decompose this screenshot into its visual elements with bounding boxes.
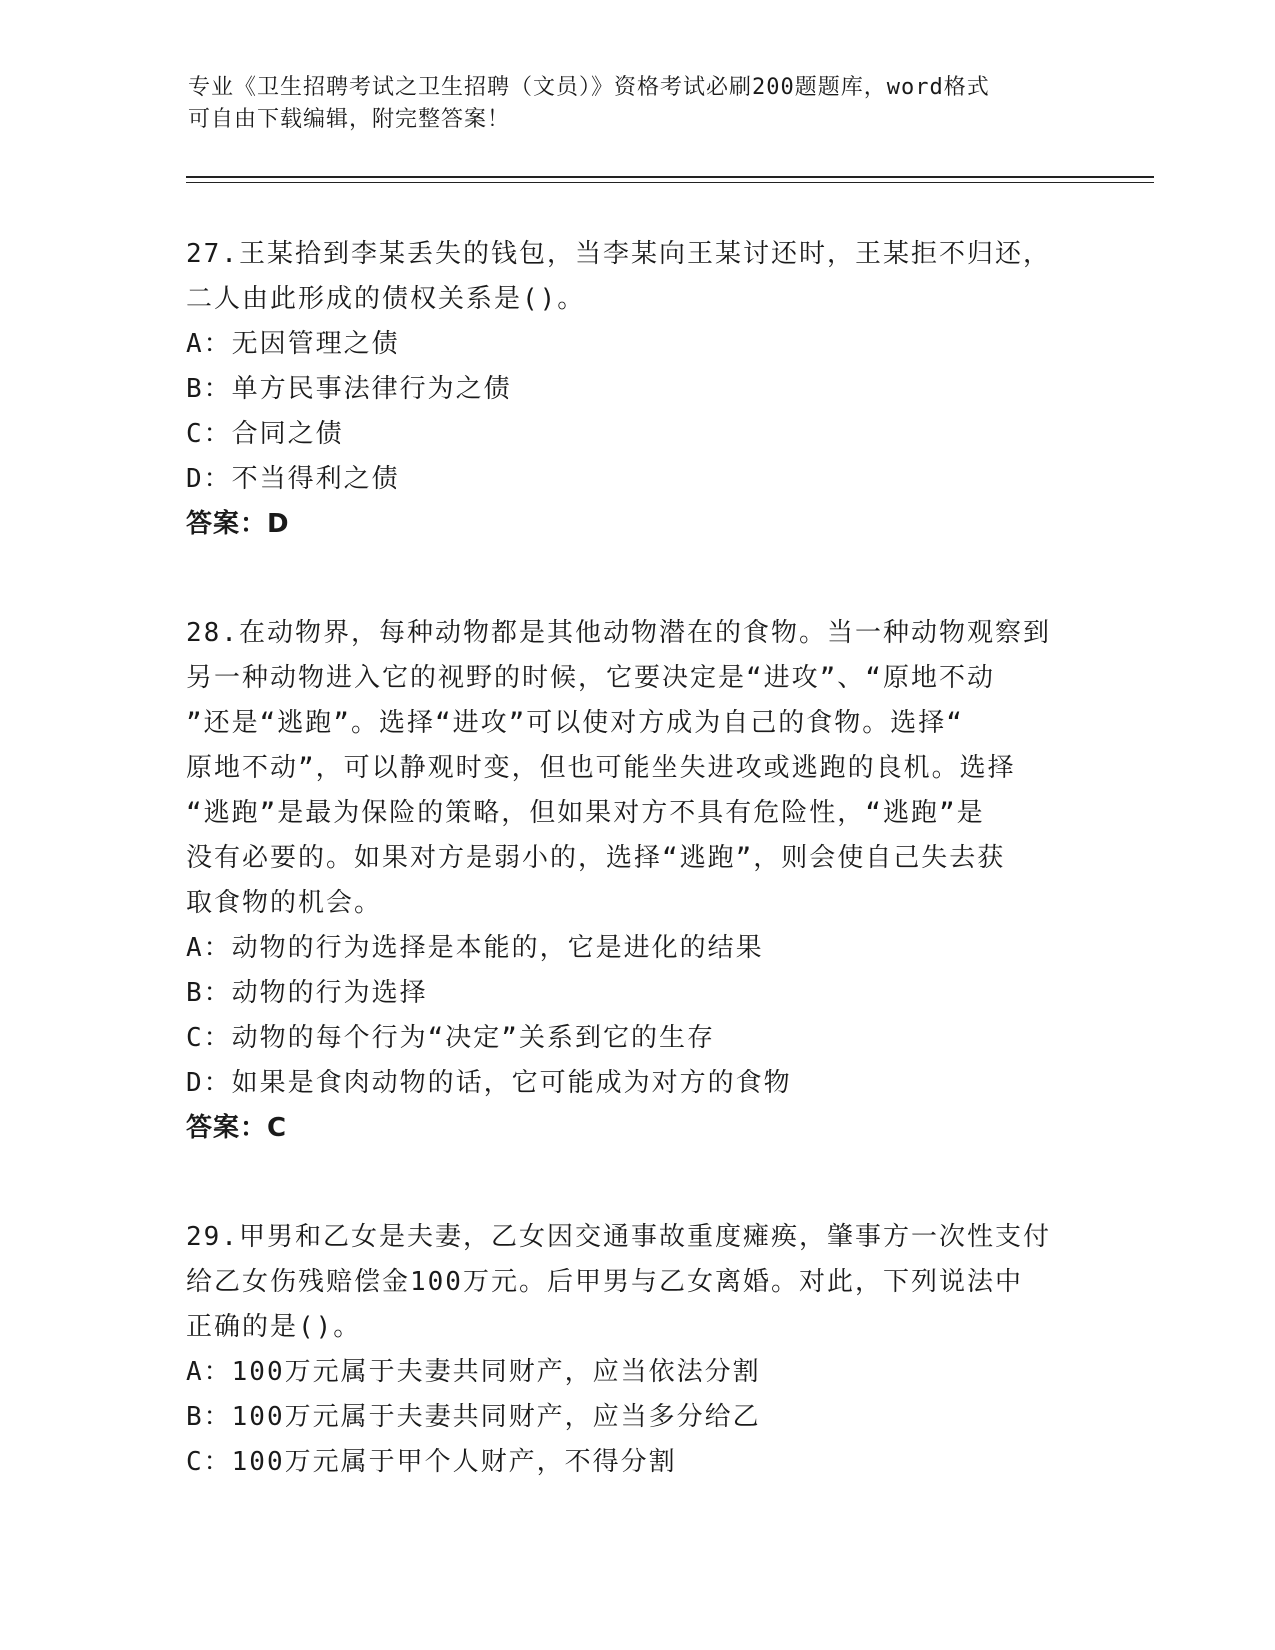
question-text-line: 28.在动物界，每种动物都是其他动物潜在的食物。当一种动物观察到 — [186, 618, 1051, 648]
question-text-line: 给乙女伤残赔偿金100万元。后甲男与乙女离婚。对此，下列说法中 — [186, 1267, 1023, 1297]
question-text-line: 原地不动”，可以静观时变，但也可能坐失进攻或逃跑的良机。选择 — [186, 753, 1016, 783]
document-header — [188, 72, 1068, 136]
option-d: D：不当得利之债 — [186, 464, 400, 494]
header-divider-thick — [186, 176, 1154, 178]
question-27 — [186, 232, 1086, 547]
option-c: C：合同之债 — [186, 419, 344, 449]
option-b: B：单方民事法律行为之债 — [186, 374, 512, 404]
question-text-line: 取食物的机会。 — [186, 888, 383, 918]
question-text-line: 没有必要的。如果对方是弱小的，选择“逃跑”，则会使自己失去获 — [186, 843, 1006, 873]
question-text-line: 二人由此形成的债权关系是()。 — [186, 284, 586, 314]
question-text-line: “逃跑”是最为保险的策略，但如果对方不具有危险性，“逃跑”是 — [186, 798, 985, 828]
question-text-line: 另一种动物进入它的视野的时候，它要决定是“进攻”、“原地不动 — [186, 663, 995, 693]
question-list — [186, 232, 1086, 1549]
question-28 — [186, 611, 1086, 1151]
option-a: A：100万元属于夫妻共同财产，应当依法分割 — [186, 1357, 761, 1387]
header-divider-thin — [186, 182, 1154, 183]
option-a: A：动物的行为选择是本能的，它是进化的结果 — [186, 933, 764, 963]
header-line-2: 可自由下载编辑，附完整答案！ — [188, 107, 511, 132]
option-c: C：100万元属于甲个人财产，不得分割 — [186, 1447, 677, 1477]
answer-label: 答案：C — [186, 1113, 288, 1143]
question-text-line: 正确的是()。 — [186, 1312, 362, 1342]
option-a: A：无因管理之债 — [186, 329, 400, 359]
question-29 — [186, 1215, 1086, 1485]
answer-label: 答案：D — [186, 509, 290, 539]
header-line-1: 专业《卫生招聘考试之卫生招聘（文员）》资格考试必刷200题题库，word格式 — [188, 75, 990, 100]
question-text-line: 27.王某拾到李某丢失的钱包，当李某向王某讨还时，王某拒不归还， — [186, 239, 1051, 269]
option-d: D：如果是食肉动物的话，它可能成为对方的食物 — [186, 1068, 792, 1098]
option-b: B：动物的行为选择 — [186, 978, 428, 1008]
question-text-line: ”还是“逃跑”。选择“进攻”可以使对方成为自己的食物。选择“ — [186, 708, 964, 738]
question-text-line: 29.甲男和乙女是夫妻，乙女因交通事故重度瘫痪，肇事方一次性支付 — [186, 1222, 1051, 1252]
option-c: C：动物的每个行为“决定”关系到它的生存 — [186, 1023, 715, 1053]
option-b: B：100万元属于夫妻共同财产，应当多分给乙 — [186, 1402, 761, 1432]
